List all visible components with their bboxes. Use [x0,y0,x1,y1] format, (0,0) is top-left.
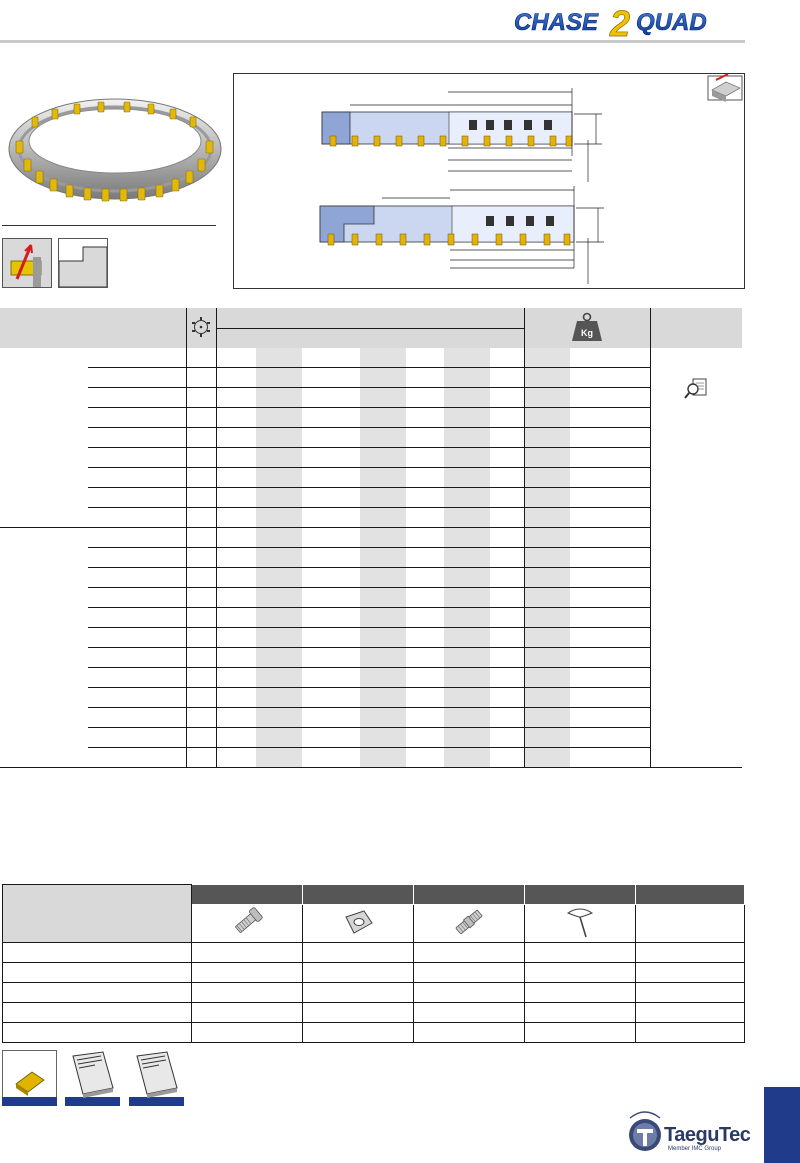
table-row [3,943,745,963]
table-row [0,408,742,428]
dimensions-subheader [216,329,524,349]
table-row [0,728,742,748]
parts-designation-header [3,885,192,943]
parts-col-header [303,885,414,905]
table-row [0,448,742,468]
table-row [3,963,745,983]
spare-parts-table [2,884,745,1043]
parts-col-header [414,885,525,905]
table-row [0,668,742,688]
weight-kg-icon [570,312,604,342]
table-row [0,648,742,668]
table-row [0,748,742,768]
table-header-row [0,308,742,329]
table-row [0,608,742,628]
table-row [0,688,742,708]
double-screw-icon [414,905,525,943]
table-row [0,388,742,408]
table-row [0,508,742,528]
table-row [3,983,745,1003]
designation-header [0,308,186,348]
clamp-icon [303,905,414,943]
table-row [0,708,742,728]
parts-col-header [636,885,745,905]
parts-col-header [192,885,303,905]
table-row [0,468,742,488]
technical-drawing [233,73,745,289]
table-row [3,1023,745,1043]
technical-data-book-icon[interactable] [65,1050,120,1106]
product-table [0,308,742,768]
table-row [0,348,742,368]
table-row [0,548,742,568]
group-label-1 [0,348,88,528]
ramping-application-icon [2,238,52,288]
dimensions-header [216,308,524,329]
teeth-header [186,308,216,348]
svg-text:CHASE: CHASE [514,9,599,36]
parts-col-header [525,885,636,905]
screw-icon [192,905,303,943]
parts-header-row [3,885,745,905]
face-milling-icon [708,74,742,102]
shoulder-milling-icon [58,238,108,288]
table-row [0,428,742,448]
table-row [0,488,742,508]
key-icon [525,905,636,943]
table-row [3,1003,745,1023]
header-rule [0,40,745,43]
magnifier-icon [684,376,708,402]
table-row [0,528,742,548]
weight-header [524,308,650,348]
parts-extra-header [636,905,745,943]
chase2quad-logo [512,3,748,39]
section-tab [764,1087,800,1163]
insert-catalog-icon[interactable] [2,1050,57,1106]
table-row [0,368,742,388]
svg-text:QUAD: QUAD [636,9,707,36]
drawing-header [650,308,742,348]
table-row [0,588,742,608]
svg-text:2: 2 [610,3,631,39]
brand-tagline: Member IMC Group [668,1146,722,1152]
technical-data-book-icon[interactable] [129,1050,184,1106]
brand-name: TaeguTec [664,1124,751,1146]
svg-text:Kg: Kg [581,327,594,338]
drawing-link-cell[interactable] [650,348,742,768]
photo-divider [2,225,216,226]
taegutec-emblem [626,1108,664,1154]
table-row [0,568,742,588]
table-row [0,628,742,648]
cutter-teeth-icon [191,316,211,338]
cutter-ring-photo [2,83,228,213]
group-label-2 [0,528,88,768]
